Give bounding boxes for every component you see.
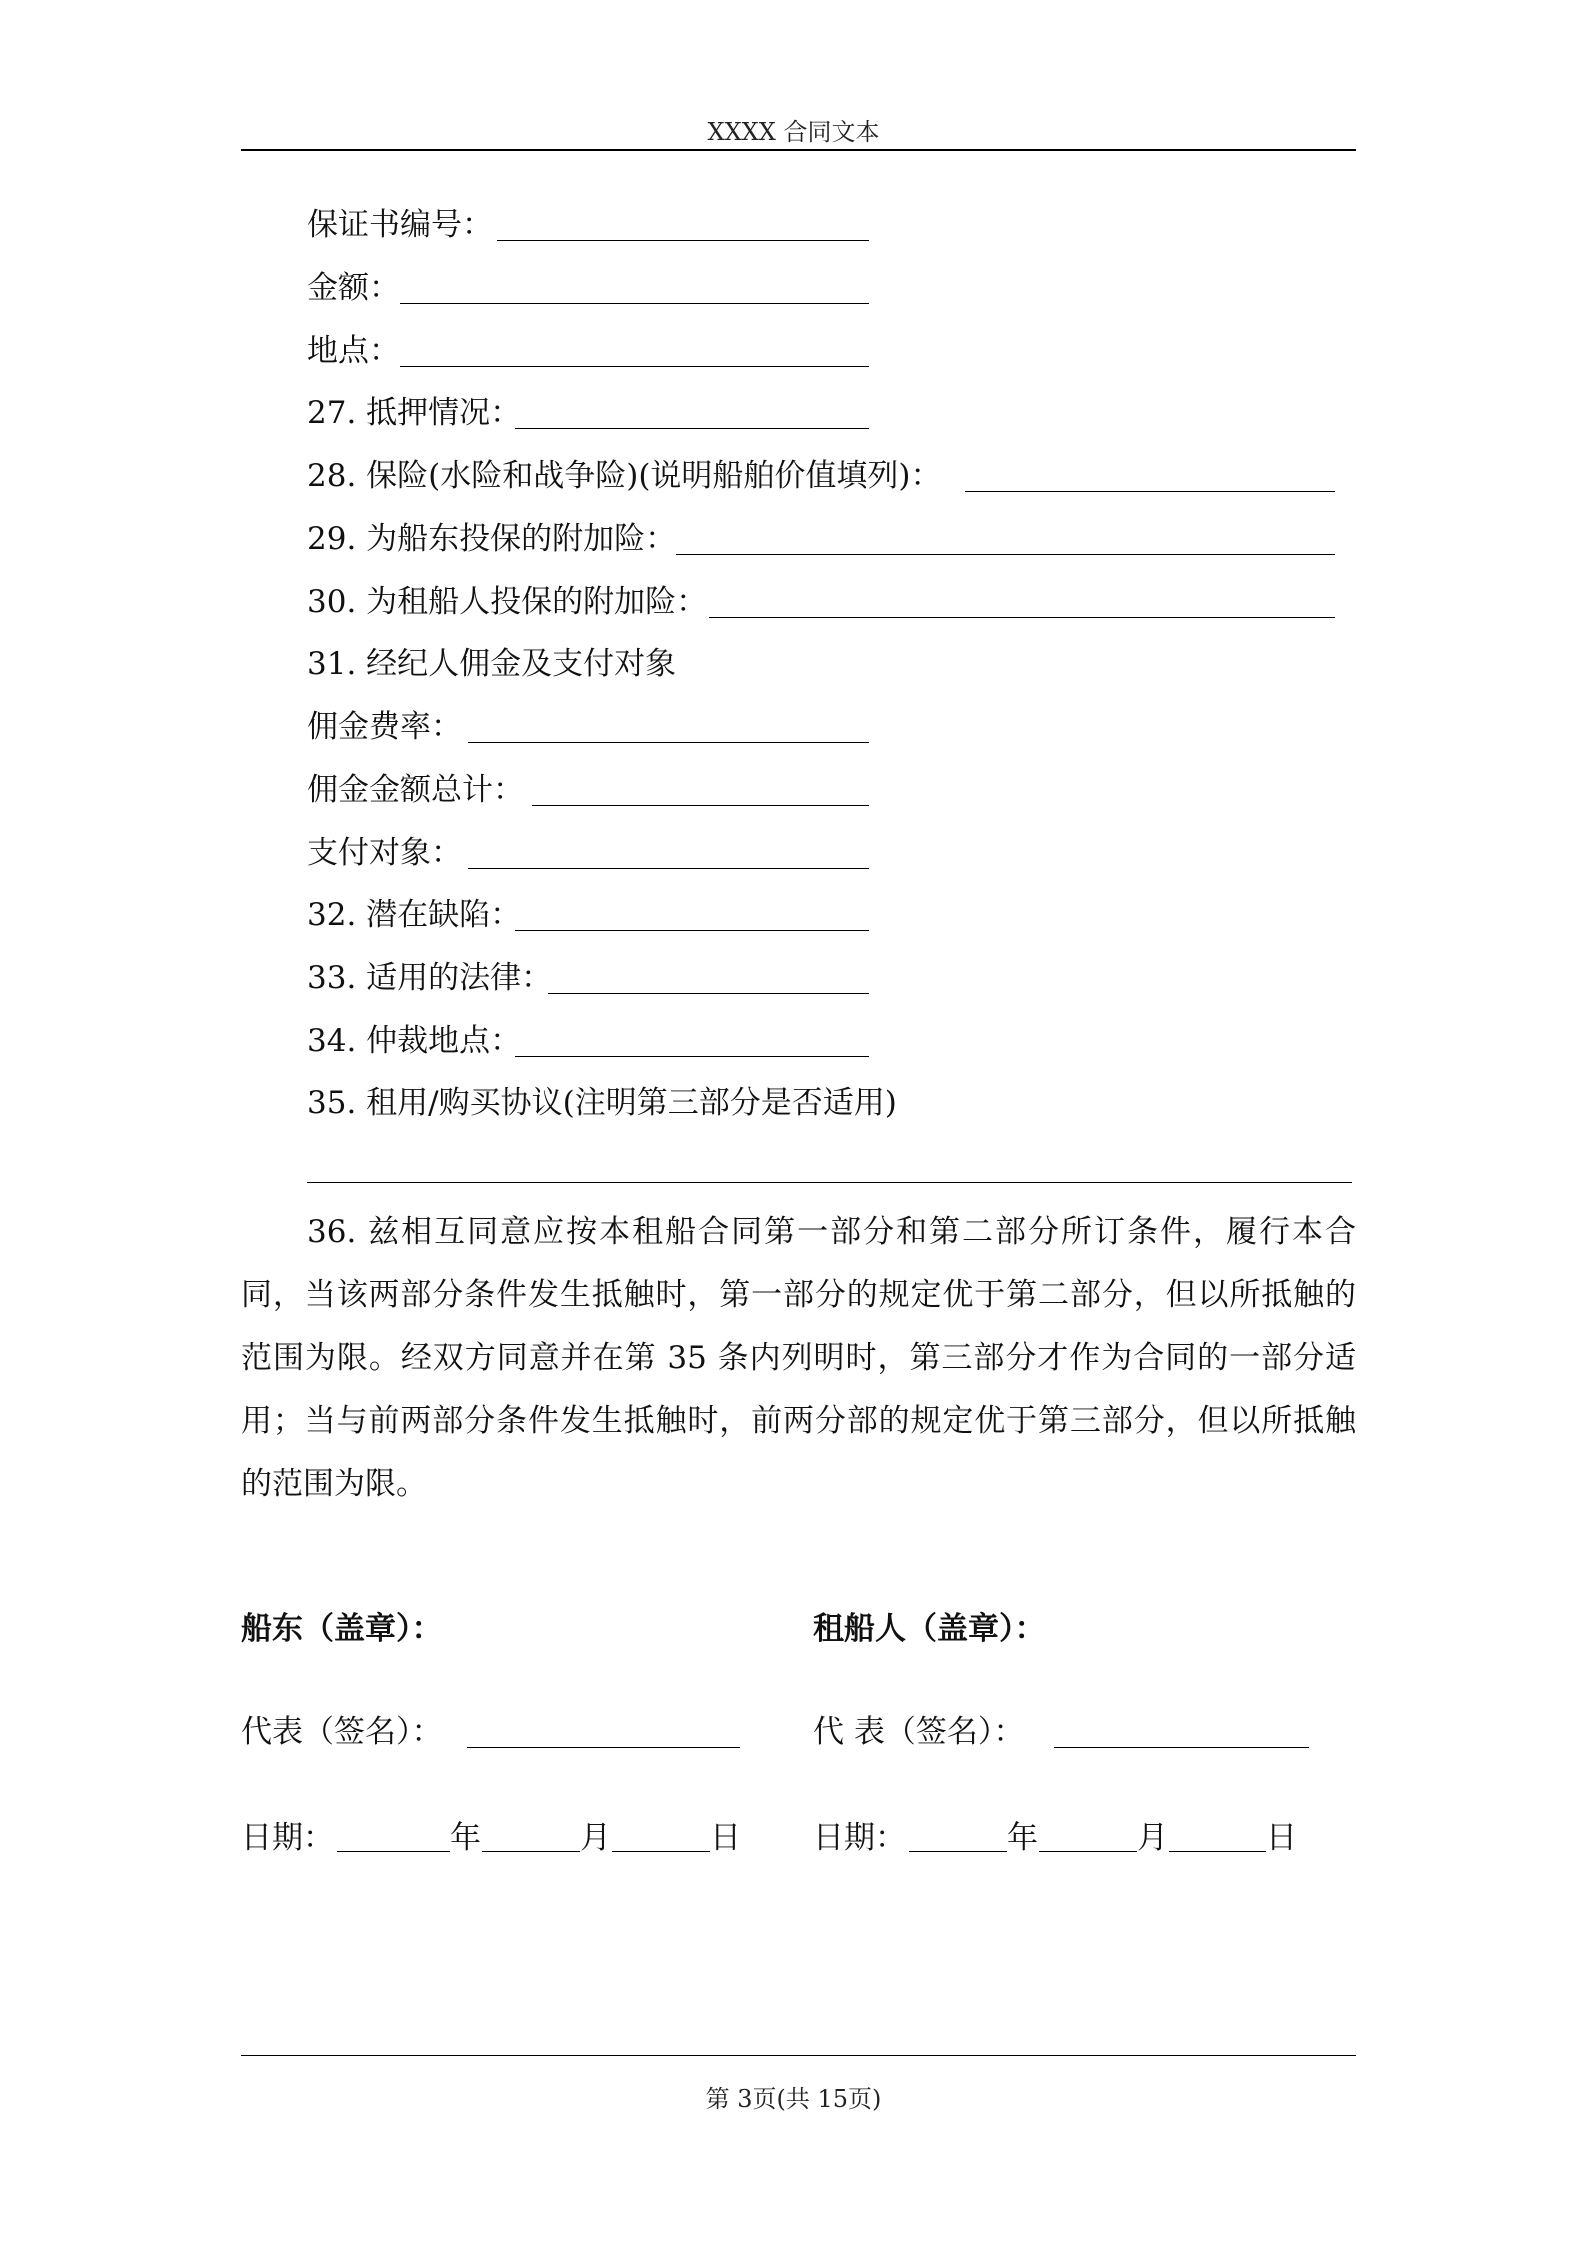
owner-month-label: 月 — [580, 1820, 611, 1856]
charterer-month-label: 月 — [1137, 1820, 1168, 1856]
charterer-date-year-field[interactable] — [909, 1851, 1007, 1852]
owner-signature-field[interactable] — [467, 1747, 740, 1748]
owner-day-label: 日 — [710, 1820, 741, 1856]
mortgage-label: 27. 抵押情况： — [307, 395, 522, 431]
payee-label: 支付对象： — [307, 835, 462, 871]
charterer-signature-field[interactable] — [1054, 1747, 1309, 1748]
latent-defects-label: 32. 潜在缺陷： — [307, 897, 522, 933]
amount-label: 金额： — [307, 270, 400, 306]
commission-total-field[interactable] — [532, 805, 869, 806]
charterer-date-label: 日期： — [813, 1820, 906, 1856]
payee-field[interactable] — [468, 868, 869, 869]
arbitration-place-label: 34. 仲裁地点： — [307, 1023, 522, 1059]
owner-additional-insurance-field[interactable] — [676, 554, 1335, 555]
commission-total-label: 佣金金额总计： — [307, 772, 524, 808]
place-field[interactable] — [400, 366, 869, 367]
owner-date-year-field[interactable] — [337, 1851, 450, 1852]
mortgage-field[interactable] — [515, 428, 869, 429]
hire-purchase-field[interactable] — [307, 1182, 1352, 1183]
owner-seal-label: 船东（盖章）： — [241, 1611, 443, 1647]
charterer-seal-label: 租船人（盖章）： — [813, 1611, 1046, 1647]
hire-purchase-label: 35. 租用/购买协议(注明第三部分是否适用) — [307, 1085, 897, 1121]
charterer-year-label: 年 — [1007, 1820, 1038, 1856]
latent-defects-field[interactable] — [515, 930, 869, 931]
guarantee-number-label: 保证书编号： — [307, 207, 493, 243]
charterer-additional-insurance-field[interactable] — [709, 617, 1335, 618]
guarantee-number-field[interactable] — [497, 240, 869, 241]
owner-additional-insurance-label: 29. 为船东投保的附加险： — [307, 521, 677, 557]
clause-36-paragraph: 36. 兹相互同意应按本租船合同第一部分和第二部分所订条件，履行本合同，当该两部分条件发生抵触时，第一部分的规定优于第二部分，但以所抵触的范围为限。经双方同意并在第 35 条内列明时，第三部分才作为合同的一部分适用；当与前两部分条件发生抵触时，前两分部的规定优于第三部分，但以所抵触的范围为限。 — [241, 1214, 1356, 1502]
insurance-label: 28. 保险(水险和战争险)(说明船舶价值填列)： — [307, 458, 942, 494]
page-number: 第 3页(共 15页) — [705, 2085, 882, 2113]
owner-year-label: 年 — [450, 1820, 481, 1856]
commission-rate-label: 佣金费率： — [307, 709, 462, 745]
insurance-field[interactable] — [965, 491, 1335, 492]
charterer-representative-label: 代 表（签名）： — [813, 1714, 1025, 1750]
owner-date-day-field[interactable] — [612, 1851, 710, 1852]
owner-date-label: 日期： — [241, 1820, 334, 1856]
owner-date-month-field[interactable] — [482, 1851, 580, 1852]
broker-commission-heading: 31. 经纪人佣金及支付对象 — [307, 646, 677, 682]
header-rule — [241, 149, 1356, 151]
charterer-additional-insurance-label: 30. 为租船人投保的附加险： — [307, 584, 708, 620]
footer-rule — [241, 2055, 1356, 2056]
governing-law-label: 33. 适用的法律： — [307, 960, 553, 996]
amount-field[interactable] — [400, 303, 869, 304]
charterer-date-day-field[interactable] — [1169, 1851, 1266, 1852]
charterer-date-month-field[interactable] — [1039, 1851, 1137, 1852]
page-header-title: XXXX 合同文本 — [707, 118, 880, 146]
place-label: 地点： — [307, 333, 400, 369]
arbitration-place-field[interactable] — [515, 1056, 869, 1057]
charterer-day-label: 日 — [1266, 1820, 1297, 1856]
owner-representative-label: 代表（签名）： — [241, 1714, 443, 1750]
commission-rate-field[interactable] — [468, 742, 869, 743]
governing-law-field[interactable] — [548, 993, 869, 994]
